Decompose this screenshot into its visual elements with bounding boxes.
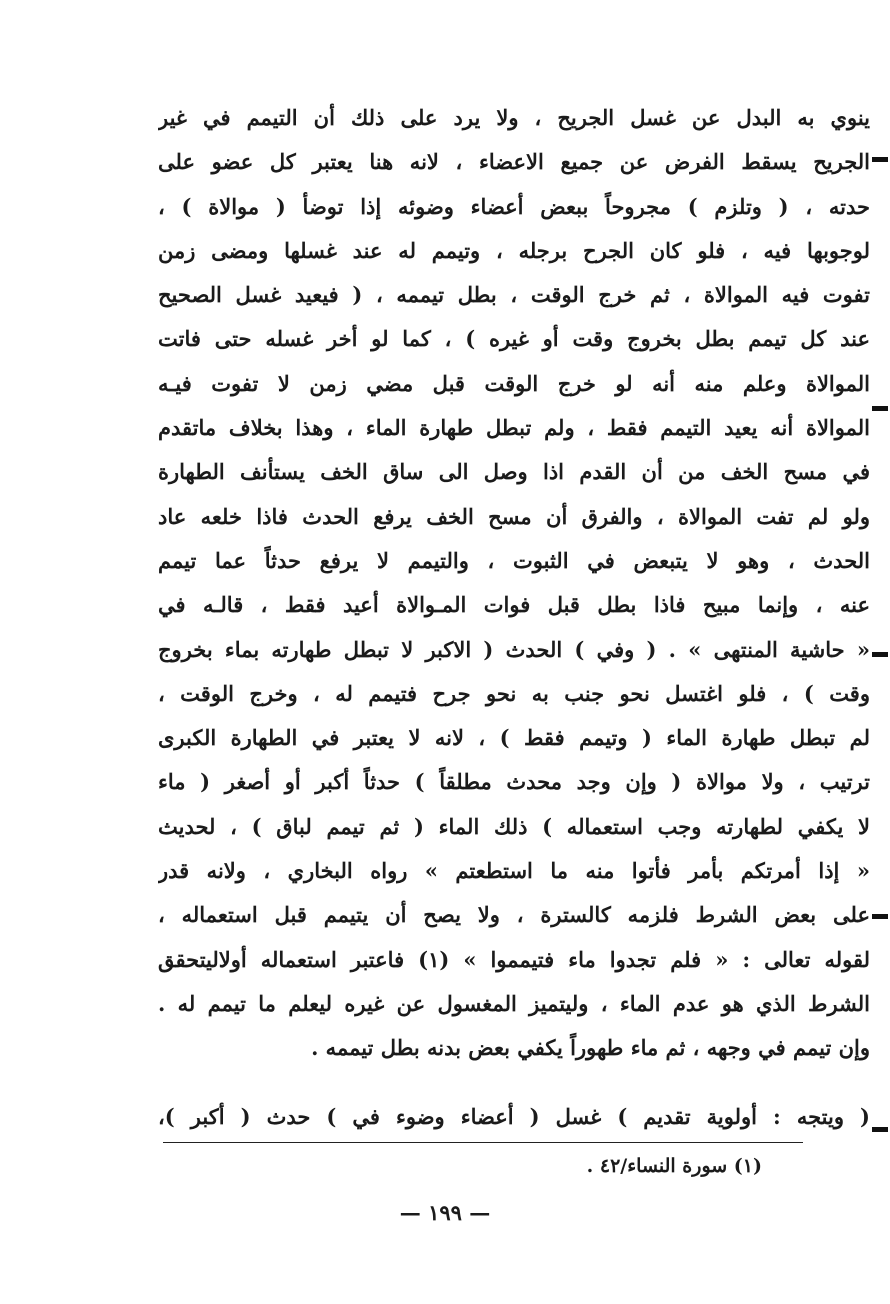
text-line: وإن تيمم في وجهه ، ثم ماء طهوراً يكفي بعض بدنه بطل تيممه . [311,1035,870,1061]
text-line: الجريح يسقط الفرض عن جميع الاعضاء ، لانه هنا يعتبر كل عضو على [158,149,870,175]
text-line: ترتيب ، ولا موالاة ( وإن وجد محدث مطلقاً ) حدثاً أكبر أو أصغر ( ماء [158,769,870,795]
text-line: ينوي به البدل عن غسل الجريح ، ولا يرد على ذلك أن التيمم في غير [158,105,870,130]
text-line: لقوله تعالى : « فلم تجدوا ماء فتيمموا » (١) فاعتبر استعماله أولاليتحقق [158,946,870,972]
margin-scan-mark [872,652,888,657]
text-line: الشرط الذي هو عدم الماء ، وليتميز المغسول عن غيره ليعلم ما تيمم له . [158,990,870,1016]
margin-scan-mark [872,1127,888,1132]
text-line: لا يكفي لطهارته وجب استعماله ) ذلك الماء ( ثم تيمم لباق ) ، لحديث [158,813,870,839]
text-line: تفوت فيه الموالاة ، ثم خرج الوقت ، بطل تيممه ، ( فيعيد غسل الصحيح [158,282,870,308]
margin-scan-mark [872,406,888,411]
text-line: على بعض الشرط فلزمه كالسترة ، ولا يصح أن يتيمم قبل استعماله ، [158,902,870,928]
text-line: « إذا أمرتكم بأمر فأتوا منه ما استطعتم » رواه البخاري ، ولانه قدر [158,858,870,884]
footnote: (١) سورة النساء/٤٢ . [586,1155,762,1177]
main-text-block [158,96,870,1071]
margin-scan-mark [872,157,888,162]
footnote-separator-rule [163,1142,803,1143]
page-number: — ١٩٩ — [399,1200,491,1225]
text-line: الحدث ، وهو لا يتبعض في الثبوت ، والتيمم لا يرفع حدثاً عما تيمم [158,547,870,573]
text-line: عند كل تيمم بطل بخروج وقت أو غيره ) ، كما لو أخر غسله حتى فاتت [158,326,870,352]
text-line: عنه ، وإنما مبيح فاذا بطل قبل فوات المـوالاة أعيد فقط ، قالـه في [158,592,870,618]
text-line: ولو لم تفت الموالاة ، والفرق أن مسح الخف يرفع الحدث فاذا خلعه عاد [158,503,870,529]
text-line: حدته ، ( وتلزم ) مجروحاً ببعض أعضاء وضوئه إذا توضأ ( موالاة ) ، [158,193,870,219]
text-line: « حاشية المنتهى » . ( وفي ) الحدث ( الاكبر لا تبطل طهارته بماء بخروج [158,636,870,662]
text-line: لم تبطل طهارة الماء ( وتيمم فقط ) ، لانه لا يعتبر في الطهارة الكبرى [158,725,870,751]
text-line: الموالاة أنه يعيد التيمم فقط ، ولم تبطل طهارة الماء ، وهذا بخلاف ماتقدم [158,415,870,441]
margin-scan-mark [872,914,888,919]
text-line: وقت ) ، فلو اغتسل نحو جنب به نحو جرح فتيمم له ، وخرج الوقت ، [158,680,870,706]
next-section-lead-line: ( ويتجه : أولوية تقديم ) غسل ( أعضاء وضوء في ) حدث ( أكبر )، [158,1104,870,1129]
text-line: لوجوبها فيه ، فلو كان الجرح برجله ، وتيمم له عند غسلها ومضى زمن [158,237,870,263]
text-line: في مسح الخف من أن القدم اذا وصل الى ساق الخف يستأنف الطهارة [158,459,870,485]
text-line: الموالاة وعلم منه أنه لو خرج الوقت قبل مضي زمن لا تفوت فيـه [158,370,870,396]
